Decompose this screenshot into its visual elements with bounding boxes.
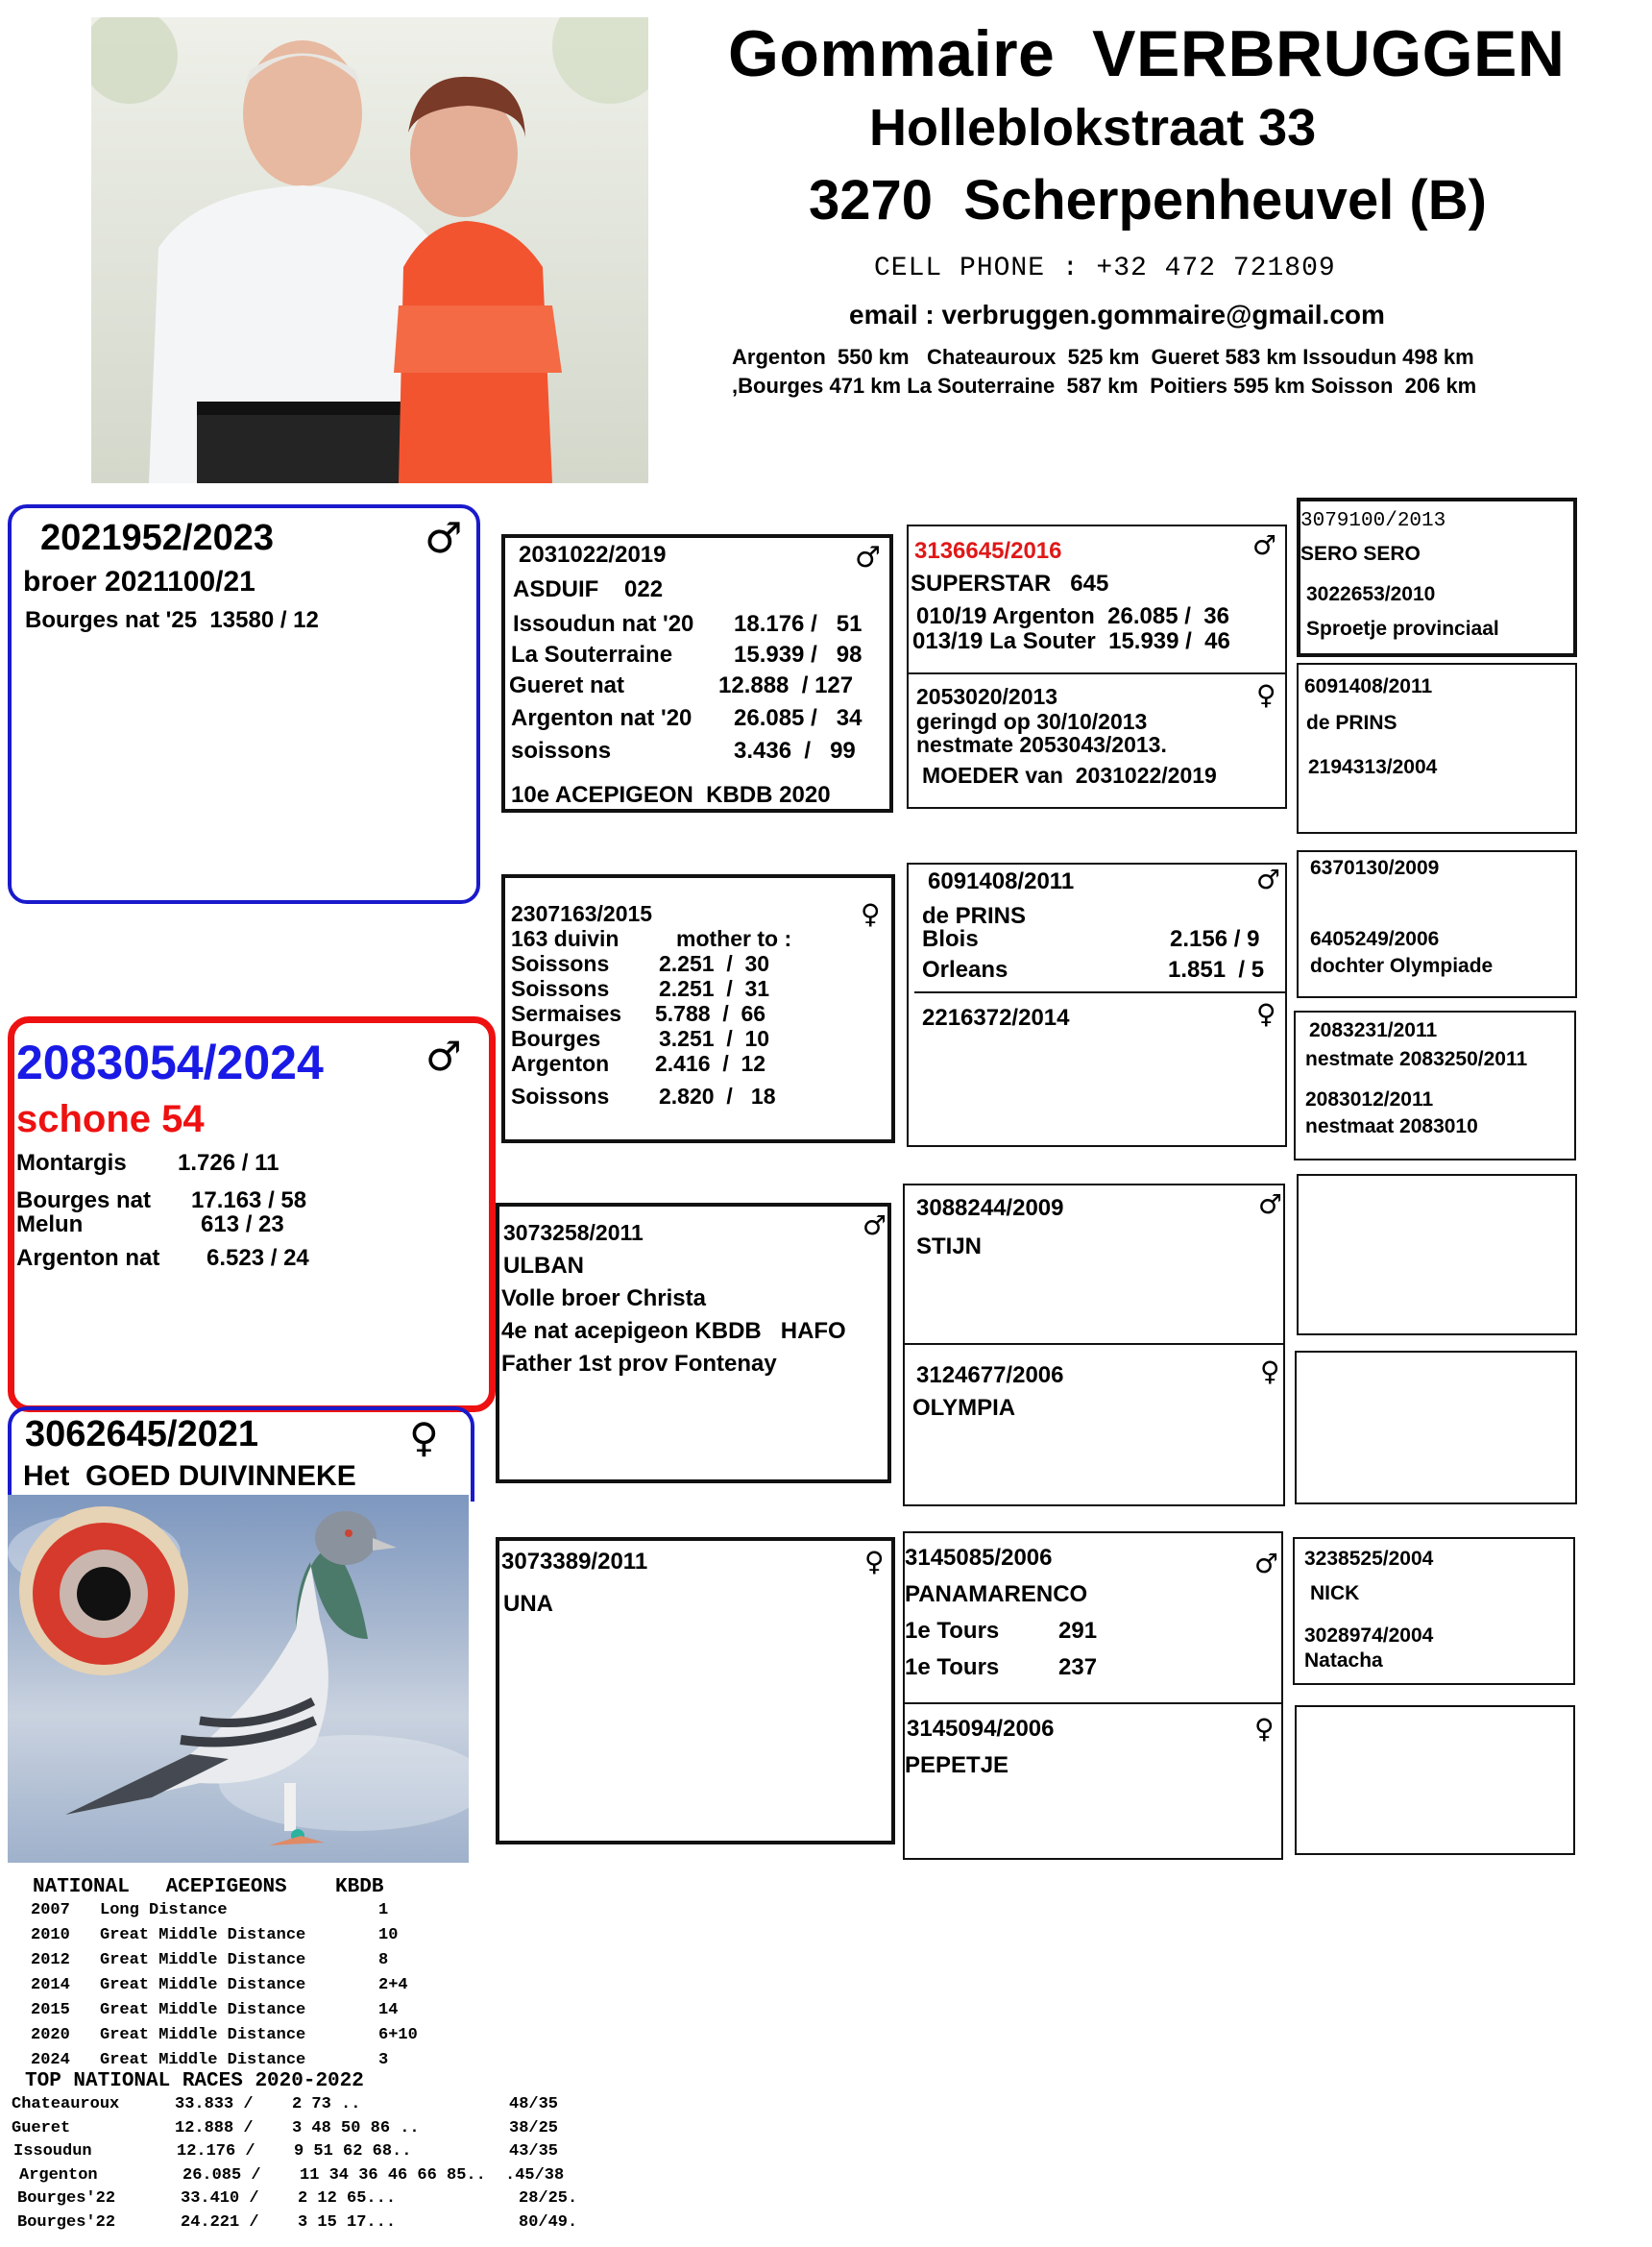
result-race: Blois (922, 926, 979, 952)
ace-category: Great Middle Distance (100, 1926, 306, 1944)
gen2-pair-2 (907, 863, 1287, 1147)
ring-number: 2194313/2004 (1308, 756, 1438, 778)
grandsire-ring: 6091408/2011 (928, 868, 1075, 894)
male-symbol-icon: ♂ (1252, 529, 1277, 561)
great-grandparent-card (1297, 1174, 1577, 1335)
brother-card (8, 504, 480, 904)
result-race: Gueret nat (509, 672, 625, 698)
grandsire-name: STIJN (916, 1233, 983, 1259)
result-race: Argenton (511, 1051, 610, 1076)
brother-ring: 2021952/2023 (40, 518, 275, 558)
result-value: 237 (1058, 1654, 1098, 1680)
female-symbol-icon: ♀ (1256, 998, 1276, 1030)
result-value: 291 (1058, 1618, 1098, 1644)
dam-name: 163 duivin (511, 926, 620, 951)
breeder-street: Holleblokstraat 33 (869, 99, 1317, 157)
granddam-ring: 2216372/2014 (922, 1005, 1070, 1031)
ace-category: Long Distance (100, 1901, 228, 1919)
race-birds: 26.085 / (182, 2165, 261, 2185)
dam-sire-card (496, 1203, 891, 1483)
ring-number: 3238525/2004 (1304, 1548, 1434, 1570)
ace-rank: 2+4 (378, 1976, 408, 1994)
race-ratio: 28/25. (519, 2189, 578, 2208)
race-birds: 33.410 / (181, 2189, 259, 2208)
result-race: Argenton nat (16, 1245, 160, 1271)
result-race: Montargis (16, 1150, 127, 1176)
breeder-couple-photo (91, 17, 648, 483)
race-places: 2 73 .. (292, 2095, 361, 2113)
ring-number: 6091408/2011 (1304, 675, 1433, 697)
grandsire-result: 010/19 Argenton 26.085 / 36 (916, 603, 1229, 629)
result-race: soissons (511, 738, 612, 764)
dam-ring: 2307163/2015 (511, 901, 653, 926)
ace-year: 2014 (31, 1976, 70, 1994)
pigeon-note: 6405249/2006 (1310, 928, 1440, 950)
grandsire-result: 013/19 La Souter 15.939 / 46 (912, 628, 1230, 654)
race-places: 3 48 50 86 .. (292, 2118, 420, 2137)
ring-number: 3022653/2010 (1306, 583, 1436, 605)
female-symbol-icon: ♀ (1256, 679, 1276, 711)
result-value: 17.163 / 58 (191, 1187, 307, 1213)
granddam-ring: 2053020/2013 (916, 684, 1058, 709)
ace-category: Great Middle Distance (100, 1951, 306, 1969)
ace-rank: 6+10 (378, 2026, 418, 2044)
breeder-city: 3270 Scherpenheuvel (B) (809, 169, 1487, 232)
result-value: 26.085 / 34 (734, 705, 862, 731)
dam-card (501, 874, 895, 1143)
result-race: Orleans (922, 957, 1008, 983)
race-places: 2 12 65... (298, 2189, 397, 2208)
result-race: 1e Tours (905, 1618, 1000, 1644)
result-race: Melun (16, 1211, 84, 1237)
dam-dam-ring: 3073389/2011 (501, 1549, 648, 1575)
male-symbol-icon: ♂ (855, 541, 881, 574)
grandsire-ring: 3145085/2006 (905, 1545, 1053, 1571)
sire-ring: 2031022/2019 (519, 542, 667, 568)
result-value: 2.156 / 9 (1170, 926, 1260, 952)
result-value: 1.726 / 11 (178, 1150, 279, 1176)
result-value: 2.820 / 18 (659, 1084, 776, 1109)
result-race: Soissons (511, 976, 610, 1001)
pigeon-note: de PRINS (1306, 712, 1397, 734)
female-symbol-icon: ♀ (861, 898, 881, 930)
great-grandparent-card (1297, 663, 1577, 834)
race-name: Bourges'22 (17, 2212, 116, 2232)
granddam-ring: 3124677/2006 (916, 1362, 1064, 1388)
pigeon-note: nestmate 2083250/2011 (1305, 1048, 1528, 1070)
great-grandparent-card (1295, 1705, 1575, 1855)
dam-sire-note: Volle broer Christa (501, 1285, 706, 1311)
breeder-name: Gommaire VERBRUGGEN (728, 17, 1566, 90)
result-race: Issoudun nat '20 (513, 611, 694, 637)
top-races-title: TOP NATIONAL RACES 2020-2022 (25, 2070, 364, 2092)
brother-name: broer 2021100/21 (23, 566, 255, 598)
result-value: 613 / 23 (201, 1211, 284, 1237)
pair-divider (914, 991, 1287, 993)
race-places: 9 51 62 68.. (294, 2142, 412, 2161)
brother-result: Bourges nat '25 13580 / 12 (25, 607, 319, 633)
female-symbol-icon: ♀ (409, 1414, 439, 1461)
ace-rank: 3 (378, 2051, 389, 2069)
dam-subject-card (8, 1406, 474, 1502)
pigeon-note: Natacha (1304, 1649, 1383, 1672)
granddam-note: nestmate 2053043/2013. (916, 732, 1167, 757)
result-value: 2.251 / 30 (659, 951, 770, 976)
dam-note: mother to : (676, 926, 792, 951)
male-symbol-icon: ♂ (1256, 864, 1281, 895)
result-race: Soissons (511, 951, 610, 976)
ace-year: 2024 (31, 2051, 70, 2069)
ring-number: 3079100/2013 (1300, 510, 1446, 532)
result-race: Sermaises (511, 1001, 622, 1026)
ace-category: Great Middle Distance (100, 1976, 306, 1994)
granddam-note: MOEDER van 2031022/2019 (922, 763, 1217, 788)
result-race: Soissons (511, 1084, 610, 1109)
ring-number: dochter Olympiade (1310, 955, 1494, 977)
female-symbol-icon: ♀ (1260, 1356, 1280, 1387)
ace-year: 2010 (31, 1926, 70, 1944)
gen2-pair-3 (903, 1184, 1285, 1506)
race-places: 3 15 17... (298, 2212, 397, 2232)
race-birds: 24.221 / (181, 2212, 259, 2232)
ace-category: Great Middle Distance (100, 2051, 306, 2069)
race-distances-line-2: ,Bourges 471 km La Souterraine 587 km Poitiers 595 km Soisson 206 km (732, 374, 1477, 398)
ace-category: Great Middle Distance (100, 2026, 306, 2044)
race-ratio: 80/49. (519, 2212, 578, 2232)
race-birds: 33.833 / (175, 2095, 254, 2113)
gen2-pair-4 (903, 1531, 1283, 1860)
ace-rank: 10 (378, 1926, 399, 1944)
result-value: 5.788 / 66 (655, 1001, 766, 1026)
dam-dam-card (496, 1537, 895, 1844)
subject-name: schone 54 (16, 1098, 205, 1140)
breeder-phone: CELL PHONE : +32 472 721809 (874, 254, 1336, 283)
great-grandparent-card (1295, 1351, 1577, 1504)
ace-year: 2012 (31, 1951, 70, 1969)
pigeon-note: NICK (1310, 1582, 1360, 1604)
race-ratio: 38/25 (509, 2118, 559, 2137)
sire-card (501, 534, 893, 813)
sire-name: ASDUIF 022 (513, 576, 664, 602)
male-symbol-icon: ♂ (425, 1033, 462, 1080)
dam-subject-ring: 3062645/2021 (25, 1414, 259, 1454)
result-race: Bourges nat (16, 1187, 152, 1213)
male-symbol-icon: ♂ (862, 1209, 887, 1241)
ace-year: 2007 (31, 1901, 70, 1919)
grandsire-name: SUPERSTAR 645 (911, 571, 1109, 597)
result-value: 3.436 / 99 (734, 738, 856, 764)
sire-footer: 10e ACEPIGEON KBDB 2020 (511, 782, 831, 808)
ace-category: Great Middle Distance (100, 2001, 306, 2019)
race-ratio: .45/38 (505, 2165, 565, 2185)
acepigeons-title: NATIONAL ACEPIGEONS KBDB (33, 1876, 384, 1898)
race-name: Chateauroux (12, 2095, 120, 2113)
ace-year: 2015 (31, 2001, 70, 2019)
ring-number: 2083231/2011 (1309, 1019, 1438, 1041)
result-value: 6.523 / 24 (206, 1245, 309, 1271)
grandsire-name: PANAMARENCO (905, 1581, 1088, 1607)
pair-divider (905, 1702, 1283, 1704)
dam-sire-note: Father 1st prov Fontenay (501, 1351, 777, 1377)
result-race: Argenton nat '20 (511, 705, 692, 731)
result-value: 2.251 / 31 (659, 976, 770, 1001)
race-places: 11 34 36 46 66 85.. (300, 2165, 486, 2185)
great-grandparent-card (1293, 1537, 1575, 1685)
result-value: 1.851 / 5 (1168, 957, 1265, 983)
pigeon-note: nestmaat 2083010 (1305, 1115, 1478, 1137)
race-name: Bourges'22 (17, 2189, 116, 2208)
male-symbol-icon: ♂ (1254, 1548, 1279, 1579)
subject-ring: 2083054/2024 (16, 1036, 324, 1089)
ring-number: 6370130/2009 (1310, 857, 1440, 879)
dam-sire-name: ULBAN (503, 1253, 584, 1279)
female-symbol-icon: ♀ (864, 1546, 885, 1577)
ace-rank: 8 (378, 1951, 389, 1969)
subject-card (8, 1016, 496, 1412)
race-name: Gueret (12, 2118, 71, 2137)
ace-rank: 1 (378, 1901, 389, 1919)
dam-sire-note: 4e nat acepigeon KBDB HAFO (501, 1318, 846, 1344)
dam-sire-ring: 3073258/2011 (503, 1220, 644, 1245)
race-ratio: 48/35 (509, 2095, 559, 2113)
pigeon-eye-illustration (8, 1495, 469, 1863)
result-value: 18.176 / 51 (734, 611, 862, 637)
ace-rank: 14 (378, 2001, 399, 2019)
pigeon-note: SERO SERO (1300, 543, 1421, 565)
race-name: Issoudun (13, 2142, 92, 2161)
dam-subject-name: Het GOED DUIVINNEKE (23, 1460, 356, 1492)
result-value: 3.251 / 10 (659, 1026, 770, 1051)
ring-number: 3028974/2004 (1304, 1624, 1434, 1647)
result-value: 15.939 / 98 (734, 642, 862, 668)
race-name: Argenton (19, 2165, 98, 2185)
couple-illustration (91, 17, 648, 483)
grandsire-name: de PRINS (922, 903, 1027, 929)
granddam-note: geringd op 30/10/2013 (916, 709, 1148, 734)
pigeon-photo (8, 1495, 469, 1863)
pigeon-note: Sproetje provinciaal (1306, 618, 1499, 640)
great-grandparent-card (1294, 1011, 1576, 1160)
grandsire-ring: 3088244/2009 (916, 1195, 1064, 1221)
granddam-ring: 3145094/2006 (907, 1716, 1055, 1742)
result-race: La Souterraine (511, 642, 673, 668)
granddam-name: PEPETJE (905, 1752, 1009, 1778)
result-race: Bourges (511, 1026, 601, 1051)
race-ratio: 43/35 (509, 2142, 559, 2161)
ring-number: 2083012/2011 (1305, 1088, 1434, 1111)
male-symbol-icon: ♂ (425, 514, 463, 563)
result-race: 1e Tours (905, 1654, 1000, 1680)
result-value: 2.416 / 12 (655, 1051, 766, 1076)
race-birds: 12.176 / (177, 2142, 255, 2161)
pair-divider (905, 1343, 1285, 1345)
female-symbol-icon: ♀ (1254, 1713, 1275, 1745)
gen2-pair-1 (907, 525, 1287, 809)
granddam-name: OLYMPIA (912, 1395, 1016, 1421)
result-value: 12.888 / 127 (718, 672, 854, 698)
great-grandparent-card (1297, 850, 1577, 998)
ace-year: 2020 (31, 2026, 70, 2044)
breeder-email: email : verbruggen.gommaire@gmail.com (849, 300, 1385, 330)
race-distances-line-1: Argenton 550 km Chateauroux 525 km Gueret 583 km Issoudun 498 km (732, 345, 1474, 369)
race-birds: 12.888 / (175, 2118, 254, 2137)
grandsire-ring: 3136645/2016 (914, 538, 1062, 564)
male-symbol-icon: ♂ (1258, 1188, 1283, 1220)
great-grandparent-card (1297, 498, 1577, 657)
dam-dam-name: UNA (503, 1591, 553, 1617)
pair-divider (909, 672, 1287, 674)
